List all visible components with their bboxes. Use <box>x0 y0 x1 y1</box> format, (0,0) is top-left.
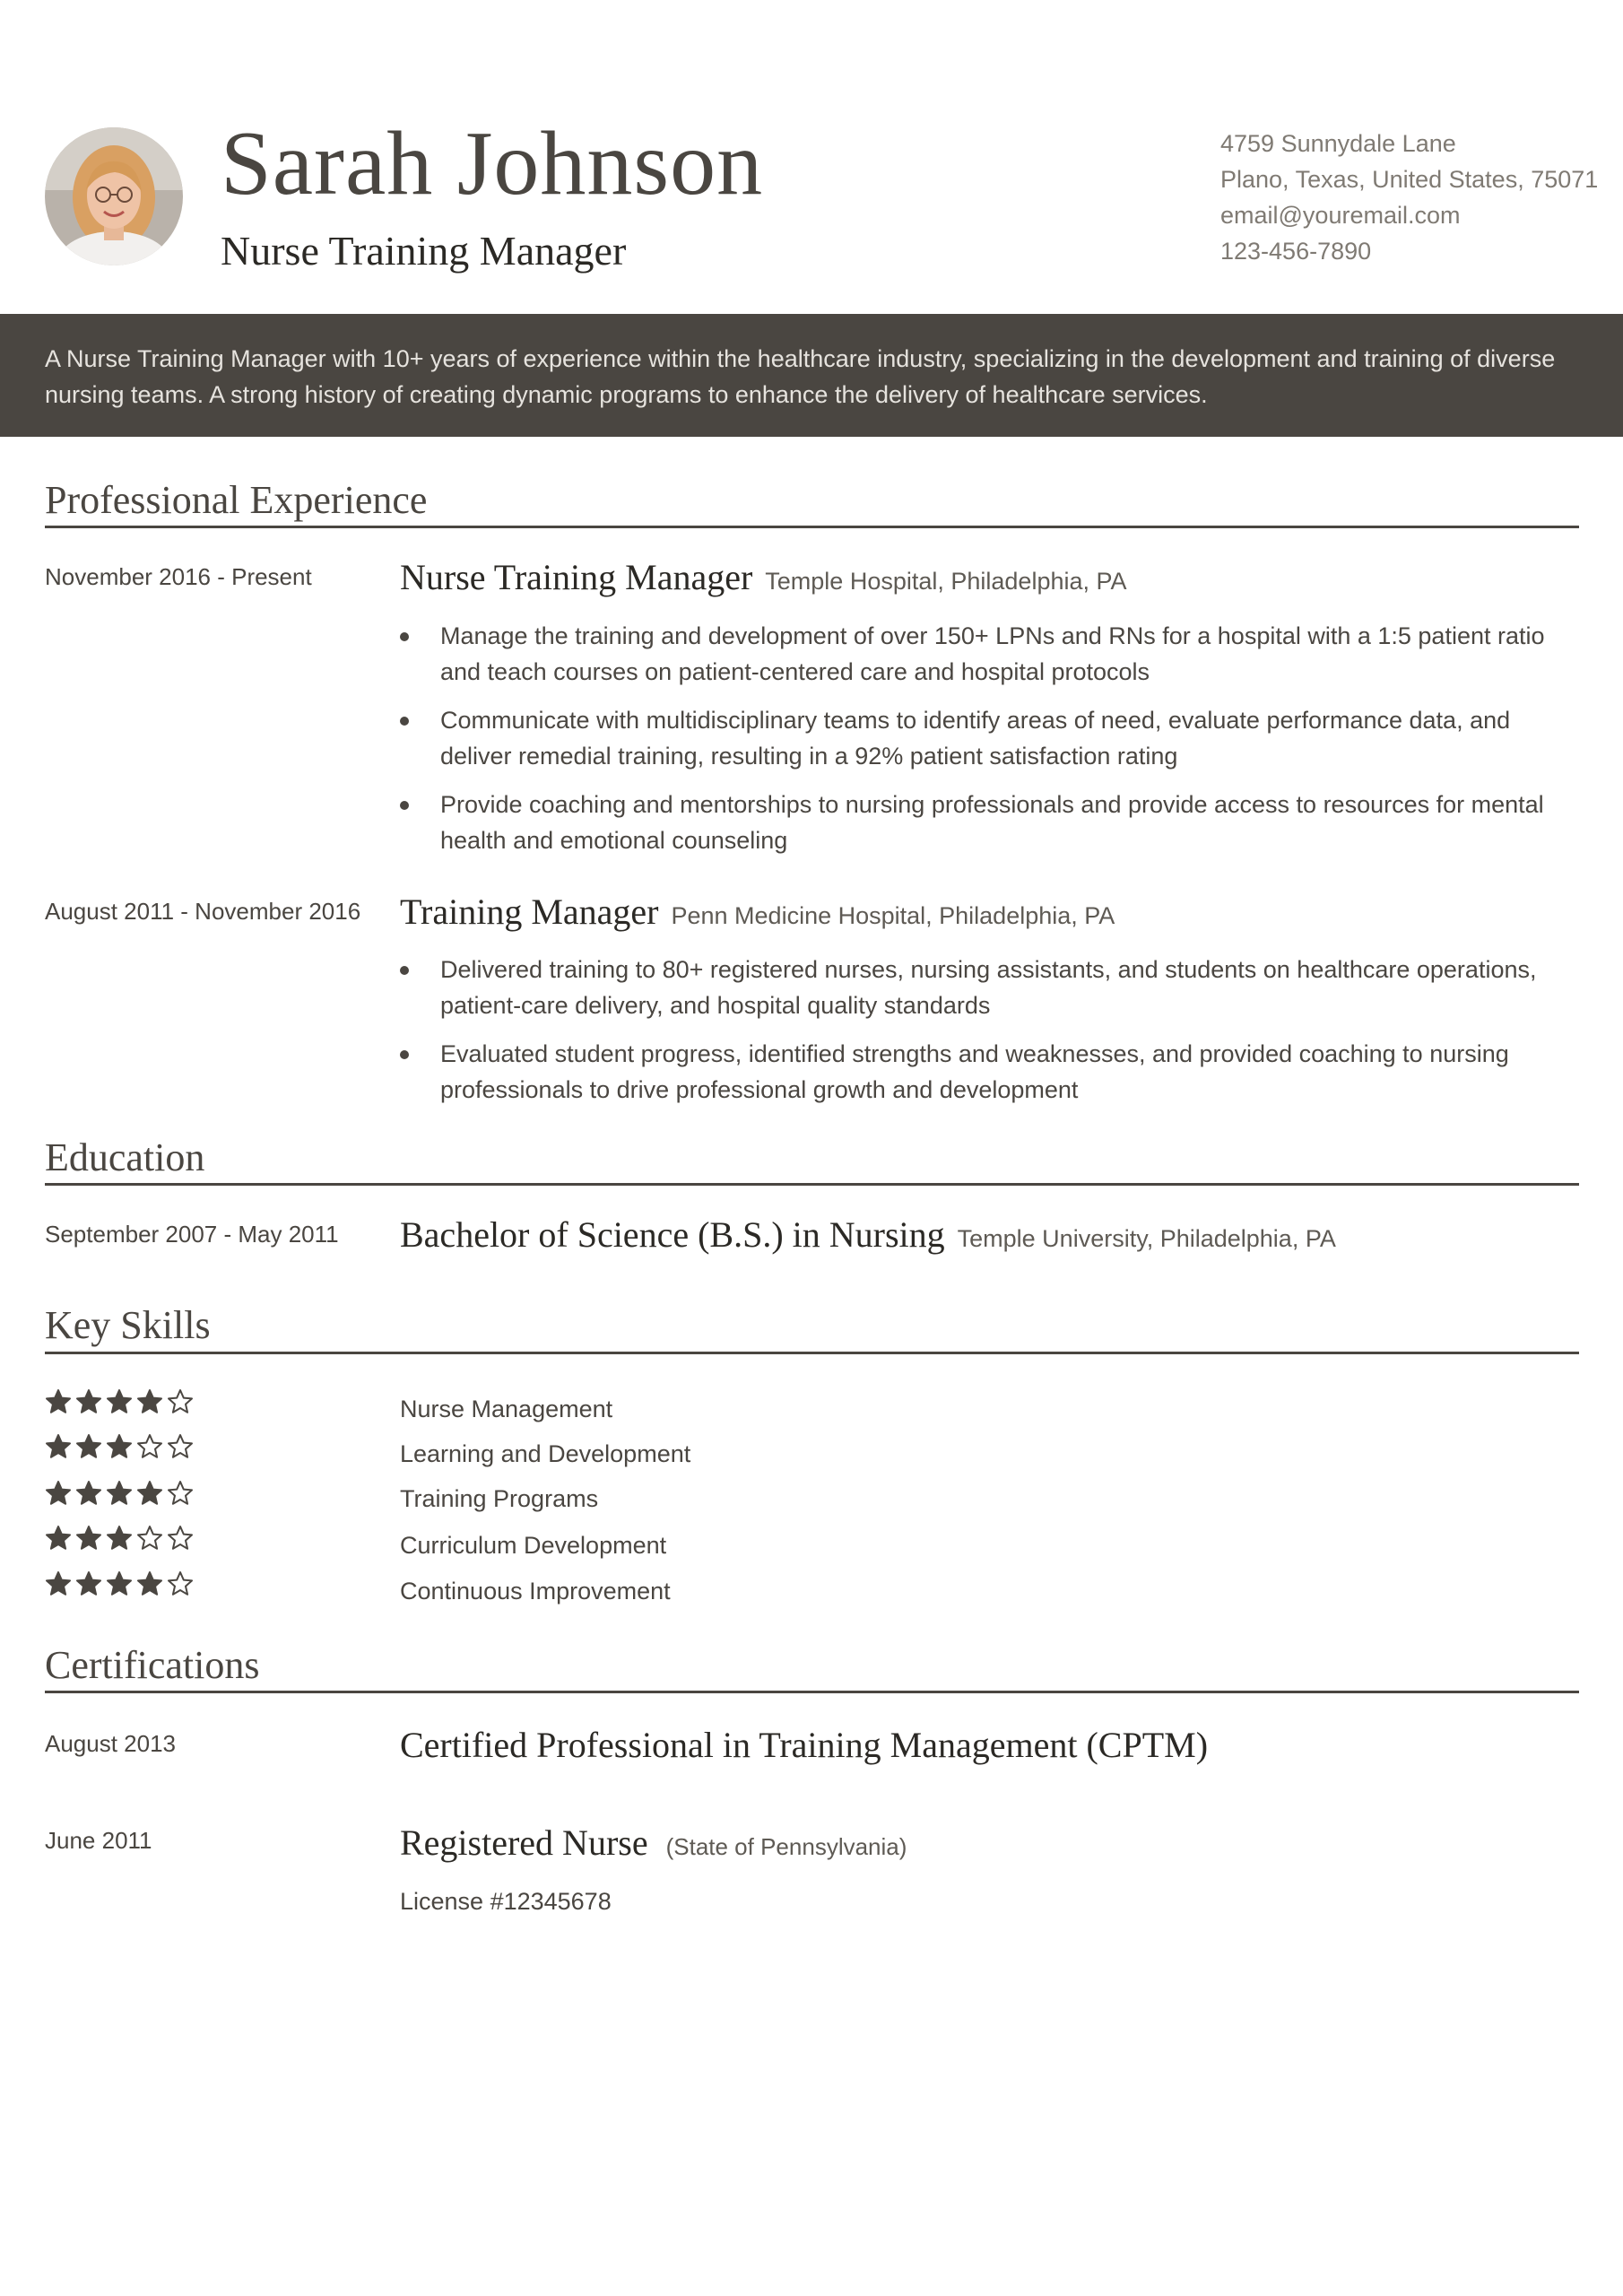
section-divider <box>45 526 1579 528</box>
education-degree: Bachelor of Science (B.S.) in Nursing <box>400 1214 945 1255</box>
skills-heading: Key Skills <box>45 1303 211 1347</box>
job-role: Training Manager <box>400 891 659 932</box>
section-divider <box>45 1352 1579 1354</box>
star-filled-icon <box>136 1480 163 1507</box>
star-filled-icon <box>45 1388 72 1415</box>
cert-title: Registered Nurse <box>400 1822 648 1863</box>
star-filled-icon <box>106 1480 133 1507</box>
star-empty-icon <box>167 1433 194 1460</box>
address-line-2: Plano, Texas, United States, 75071 <box>1220 166 1599 193</box>
job-dates: November 2016 - Present <box>45 563 312 590</box>
job-heading <box>400 556 1127 598</box>
star-filled-icon <box>45 1570 72 1597</box>
star-filled-icon <box>45 1480 72 1507</box>
summary-text: A Nurse Training Manager with 10+ years of experience within the healthcare industry, specializing in the development and training of diverse nursing teams. A strong history of creating dynamic programs to enhance the delivery of healthcare services. <box>45 345 1556 408</box>
job-bullets <box>400 952 1566 1120</box>
education-heading: Education <box>45 1135 205 1179</box>
job-dates: August 2011 - November 2016 <box>45 898 361 925</box>
address-line-1: 4759 Sunnydale Lane <box>1220 130 1456 157</box>
star-filled-icon <box>106 1433 133 1460</box>
certifications-heading: Certifications <box>45 1643 260 1687</box>
star-filled-icon <box>106 1525 133 1552</box>
star-filled-icon <box>106 1570 133 1597</box>
star-filled-icon <box>45 1525 72 1552</box>
candidate-name: Sarah Johnson <box>221 113 764 214</box>
job-bullet: Delivered training to 80+ registered nurses, nursing assistants, and students on healthcare operations, patient-care delivery, and hospital quality standards <box>400 952 1566 1023</box>
skill-name: Nurse Management <box>400 1396 613 1422</box>
skill-rating <box>45 1525 194 1552</box>
cert-heading <box>400 1822 907 1864</box>
education-school: Temple University, Philadelphia, PA <box>957 1225 1336 1252</box>
section-divider <box>45 1691 1579 1693</box>
cert-date: August 2013 <box>45 1730 177 1757</box>
star-filled-icon <box>75 1433 102 1460</box>
star-filled-icon <box>136 1570 163 1597</box>
cert-license: License #12345678 <box>400 1888 612 1915</box>
star-filled-icon <box>136 1388 163 1415</box>
cert-date: June 2011 <box>45 1827 152 1854</box>
star-filled-icon <box>75 1480 102 1507</box>
contact-block <box>1220 126 1598 269</box>
job-bullet: Evaluated student progress, identified strengths and weaknesses, and provided coaching to nursing professionals to drive professional growth and development <box>400 1036 1566 1108</box>
education-heading-line <box>400 1213 1336 1256</box>
star-empty-icon <box>167 1525 194 1552</box>
experience-heading: Professional Experience <box>45 478 428 522</box>
star-filled-icon <box>75 1388 102 1415</box>
section-divider <box>45 1183 1579 1186</box>
star-filled-icon <box>75 1525 102 1552</box>
cert-title: Certified Professional in Training Management (CPTM) <box>400 1725 1209 1765</box>
star-filled-icon <box>45 1433 72 1460</box>
star-empty-icon <box>167 1570 194 1597</box>
skill-rating <box>45 1388 194 1415</box>
job-bullets <box>400 618 1566 871</box>
star-empty-icon <box>167 1388 194 1415</box>
skill-name: Training Programs <box>400 1485 599 1512</box>
job-bullet: Provide coaching and mentorships to nursing professionals and provide access to resources for mental health and emotional counseling <box>400 787 1566 858</box>
cert-issuer: (State of Pennsylvania) <box>665 1833 907 1860</box>
skill-rating <box>45 1480 194 1507</box>
star-filled-icon <box>106 1388 133 1415</box>
star-empty-icon <box>136 1433 163 1460</box>
skill-rating <box>45 1433 194 1460</box>
cert-heading <box>400 1724 1208 1766</box>
skill-name: Curriculum Development <box>400 1532 667 1559</box>
avatar <box>45 127 183 265</box>
star-empty-icon <box>167 1480 194 1507</box>
skill-rating <box>45 1570 194 1597</box>
skill-name: Learning and Development <box>400 1440 691 1467</box>
job-heading <box>400 891 1115 933</box>
education-dates: September 2007 - May 2011 <box>45 1221 339 1248</box>
star-empty-icon <box>136 1525 163 1552</box>
candidate-title: Nurse Training Manager <box>221 228 627 274</box>
phone[interactable]: 123-456-7890 <box>1220 238 1372 265</box>
skill-name: Continuous Improvement <box>400 1578 671 1605</box>
job-role: Nurse Training Manager <box>400 557 753 597</box>
email[interactable]: email@youremail.com <box>1220 202 1461 229</box>
star-filled-icon <box>75 1570 102 1597</box>
job-company: Temple Hospital, Philadelphia, PA <box>765 568 1127 595</box>
job-bullet: Communicate with multidisciplinary teams to identify areas of need, evaluate performance data, and deliver remedial training, resulting in a 92% patient satisfaction rating <box>400 702 1566 774</box>
job-bullet: Manage the training and development of over 150+ LPNs and RNs for a hospital with a 1:5 patient ratio and teach courses on patient-centered care and hospital protocols <box>400 618 1566 690</box>
job-company: Penn Medicine Hospital, Philadelphia, PA <box>671 902 1115 929</box>
summary-band <box>0 314 1623 437</box>
